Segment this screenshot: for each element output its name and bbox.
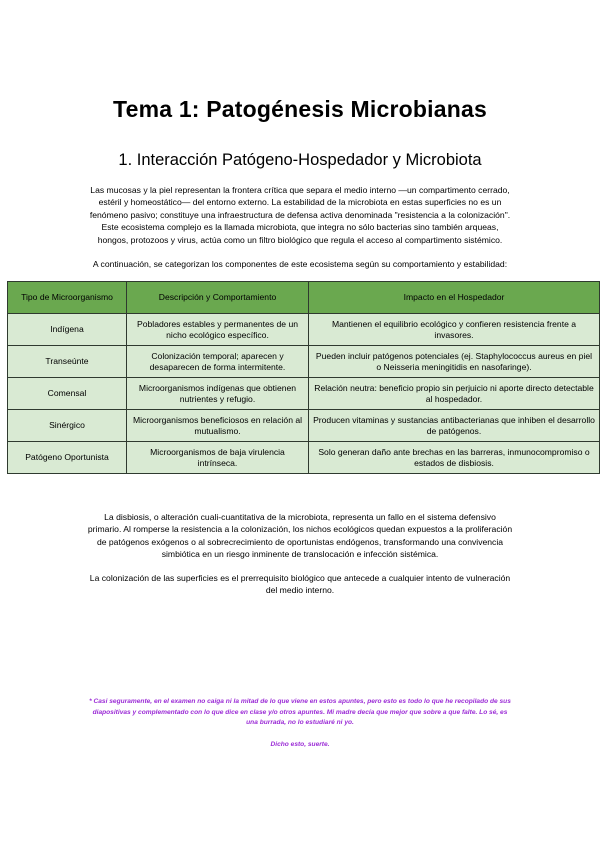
- footnote-line: una burrada, no lo estudiaré ni yo.: [246, 719, 354, 726]
- cell-impacto: Producen vitaminas y sustancias antibacterianas que inhiben el desarrollo de patógenos.: [309, 410, 600, 442]
- table-row: [8, 378, 600, 410]
- header-impacto: Impacto en el Hospedador: [309, 282, 600, 314]
- table-row: [8, 442, 600, 474]
- cell-impacto: Pueden incluir patógenos potenciales (ej. Staphylococcus aureus en piel o Neisseria meningitidis en nasofaringe).: [309, 346, 600, 378]
- cell-descripcion: Pobladores estables y permanentes de un nicho ecológico específico.: [127, 314, 309, 346]
- intro-line: fenómeno pasivo; constituye una infraestructura de defensa activa denominada "resistencia a la colonización".: [89, 209, 511, 220]
- dysbiosis-line: La disbiosis, o alteración cuali-cuantitativa de la microbiota, representa un fallo en el sistema defensivo: [104, 512, 496, 522]
- table-row: [8, 410, 600, 442]
- intro-line: Este ecosistema complejo es la llamada microbiota, que integra no sólo bacterias sino también arqueas,: [101, 222, 499, 233]
- table-row: [8, 314, 600, 346]
- cell-tipo: Patógeno Oportunista: [8, 442, 127, 474]
- header-tipo: Tipo de Microorganismo: [8, 282, 127, 314]
- microorganism-table: [7, 281, 600, 474]
- footnote-line: * Casi seguramente, en el examen no caiga ni la mitad de lo que viene en estos apuntes, pero esto es todo lo que he recopilado de sus: [89, 698, 511, 705]
- intro-line: estéril y homeostático— del entorno externo. La estabilidad de la microbiota en estas superficies no es un: [98, 197, 502, 208]
- intro-line: hongos, protozoos y virus, actúa como un filtro biológico que regula el acceso al compartimento sistémico.: [97, 234, 503, 245]
- dysbiosis-line: primario. Al romperse la resistencia a la colonización, los nichos ecológicos quedan expuestos a la proliferación: [87, 524, 513, 535]
- colonization-paragraph: [72, 572, 528, 597]
- footnote-line: diapositivas y complementado con lo que dice en clase y/o otros apuntes. Mi madre decía que mejor que sobre a que falte. Lo sé, es: [92, 708, 508, 716]
- section-heading: 1. Interacción Patógeno-Hospedador y Microbiota: [118, 151, 482, 169]
- colonization-line: La colonización de las superficies es el prerrequisito biológico que antecede a cualquier intento de vulneración: [89, 573, 511, 583]
- cell-descripcion: Microorganismos beneficiosos en relación al mutualismo.: [127, 410, 309, 442]
- table-row: [8, 346, 600, 378]
- intro-paragraph: [72, 184, 528, 246]
- table-header-row: [8, 282, 600, 314]
- page-title: Tema 1: Patogénesis Microbianas: [113, 96, 487, 122]
- cell-descripcion: Microorganismos de baja virulencia intrínseca.: [127, 442, 309, 474]
- cell-impacto: Mantienen el equilibrio ecológico y confieren resistencia frente a invasores.: [309, 314, 600, 346]
- dysbiosis-line: simbiótica en un riesgo inminente de translocación e infección sistémica.: [161, 549, 439, 560]
- cell-impacto: Relación neutra: beneficio propio sin perjuicio ni aporte directo detectable al hospedador.: [309, 378, 600, 410]
- colonization-line: del medio interno.: [265, 585, 335, 596]
- cell-tipo: Comensal: [8, 378, 127, 410]
- cell-tipo: Transeúnte: [8, 346, 127, 378]
- cell-tipo: Sinérgico: [8, 410, 127, 442]
- closing-note: Dicho esto, suerte.: [270, 741, 330, 748]
- cell-descripcion: Colonización temporal; aparecen y desaparecen de forma intermitente.: [127, 346, 309, 378]
- cell-tipo: Indígena: [8, 314, 127, 346]
- dysbiosis-line: de patógenos exógenos o al sobrecrecimiento de oportunistas endógenos, transformando una convivencia: [96, 536, 504, 547]
- cell-impacto: Solo generan daño ante brechas en las barreras, inmunocompromiso o estados de disbiosis.: [309, 442, 600, 474]
- cell-descripcion: Microorganismos indígenas que obtienen nutrientes y refugio.: [127, 378, 309, 410]
- lead-paragraph: A continuación, se categorizan los componentes de este ecosistema según su comportamiento y estabilidad:: [92, 259, 508, 269]
- intro-line: Las mucosas y la piel representan la frontera crítica que separa el medio interno —un compartimento cerrado,: [90, 185, 510, 195]
- header-descripcion: Descripción y Comportamiento: [127, 282, 309, 314]
- dysbiosis-paragraph: [72, 511, 528, 561]
- footnote: [70, 697, 530, 729]
